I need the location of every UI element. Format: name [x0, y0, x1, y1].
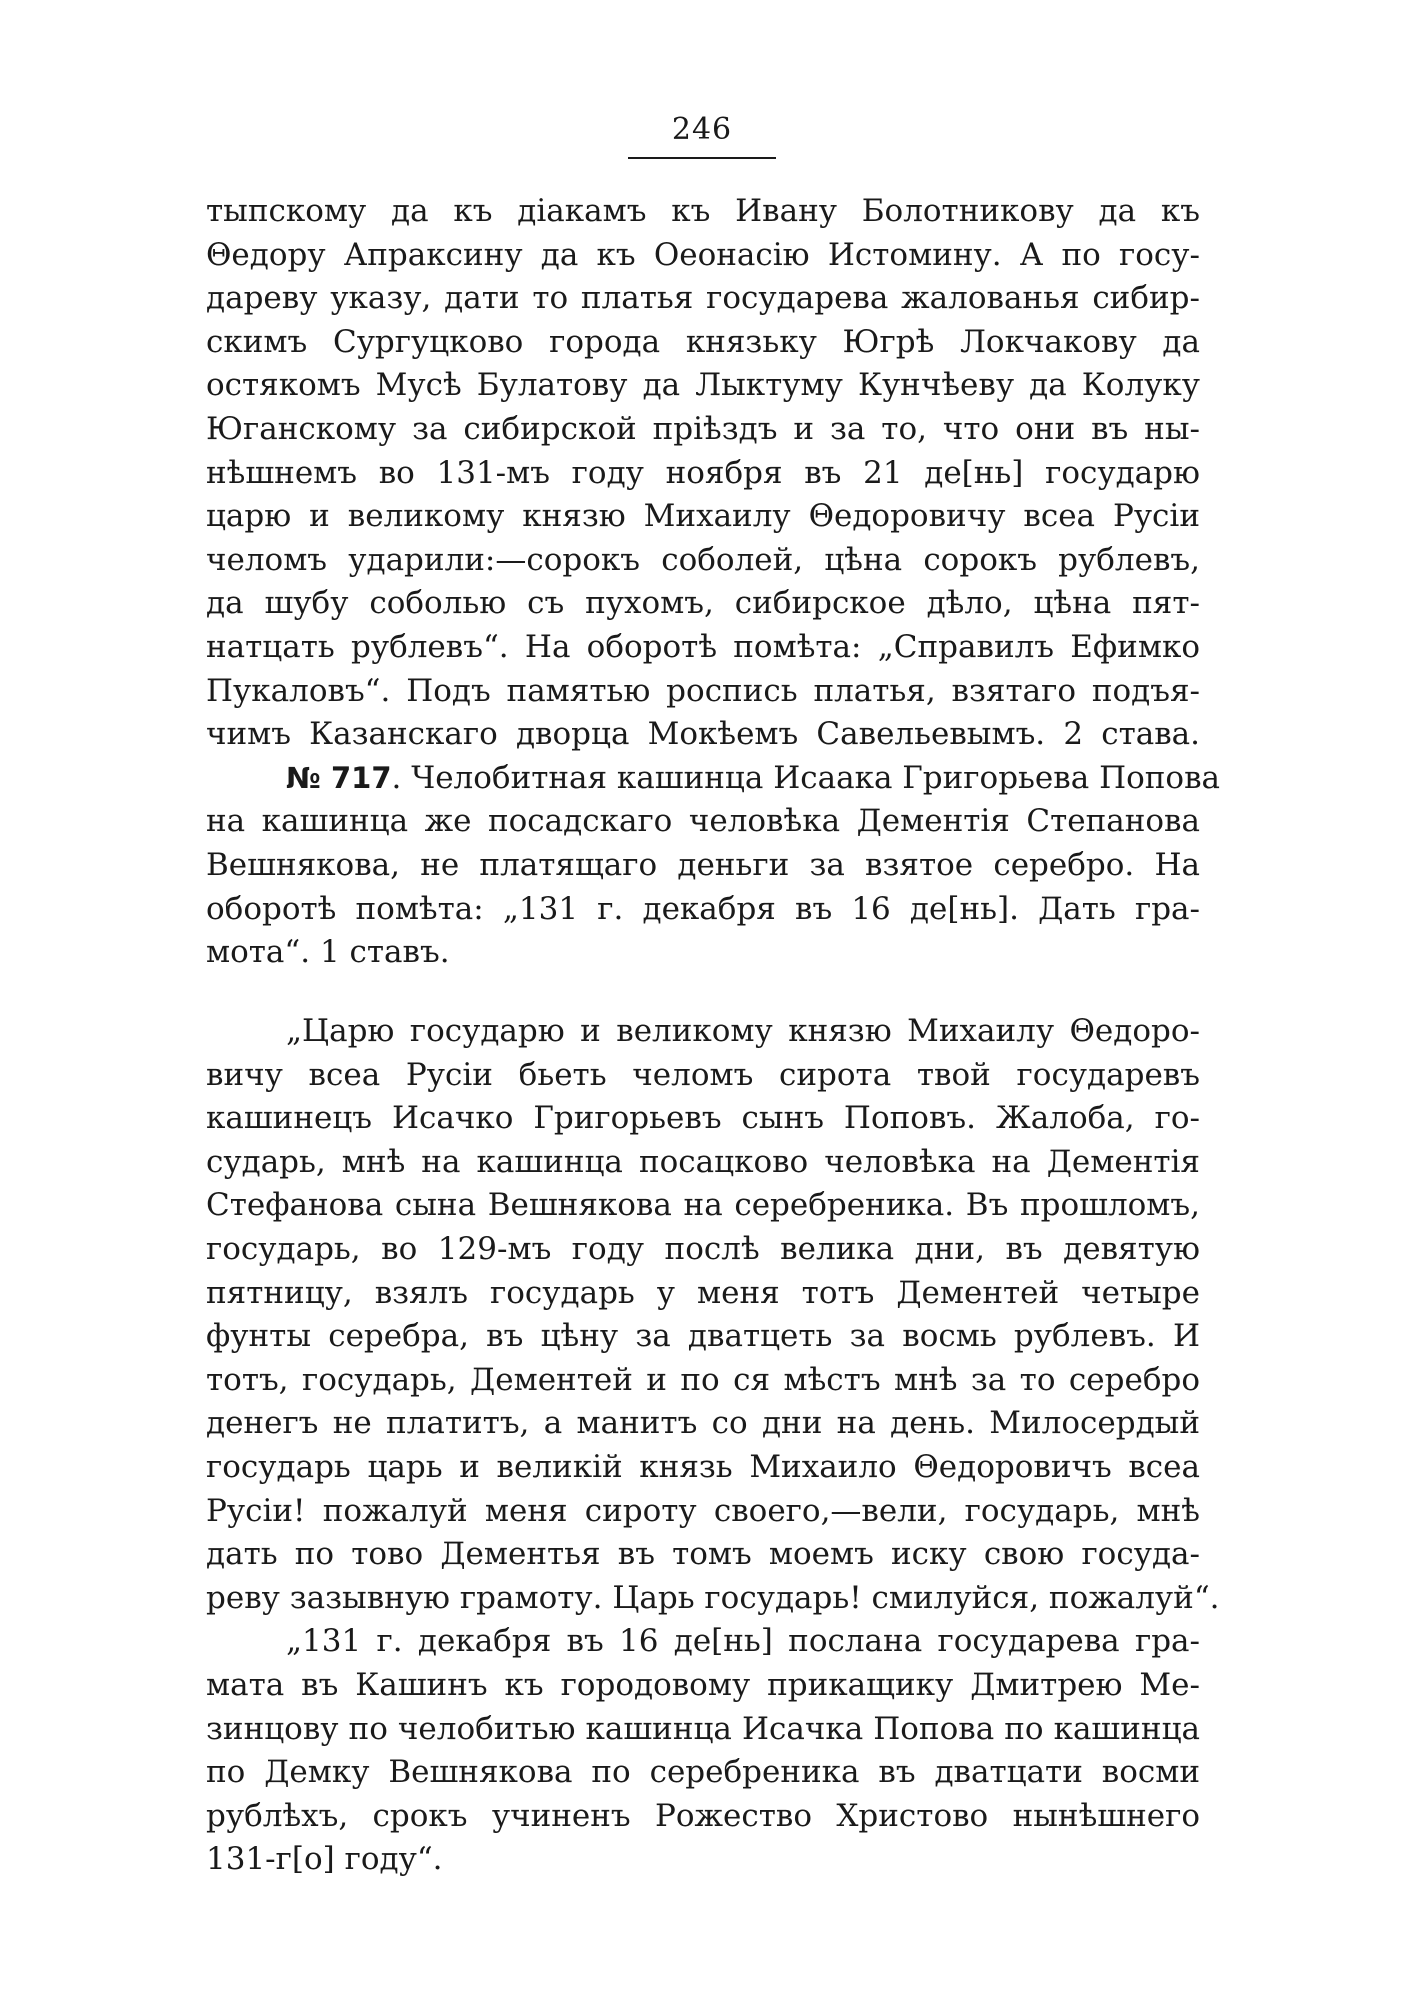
text-line: царю и великому князю Михаилу Θедоровичу всеа Русiи: [206, 498, 1200, 535]
text-line: зинцову по челобитью кашинца Исачка Попова по кашинца: [206, 1710, 1200, 1747]
text-line: Стефанова сына Вешнякова на серебреника. Въ прошломъ,: [206, 1187, 1200, 1224]
page-number: 246: [671, 112, 733, 147]
text-line: реву зазывную грамоту. Царь государь! смилуйся, пожалуй“.: [206, 1579, 1220, 1616]
text-line: натцать рублевъ“. На оборотѣ помѣта: „Справилъ Ефимко: [206, 628, 1200, 665]
text-line: Юганскому за сибирской прiѣздъ и за то, что они въ ны-: [206, 410, 1200, 447]
document-number: № 717: [286, 760, 392, 795]
text-line: 131-г[о] году“.: [206, 1841, 443, 1878]
text-line: сударь, мнѣ на кашинца посацково человѣка на Дементiя: [206, 1143, 1200, 1180]
text-line: пятницу, взялъ государь у меня тотъ Дементей четыре: [206, 1274, 1200, 1311]
text-block-petition: [206, 1010, 1220, 1882]
text-line: Θедору Апраксину да къ Оеонасiю Истомину. А по госу-: [206, 236, 1200, 273]
text-line: Вешнякова, не платящаго деньги за взятое серебро. На: [206, 846, 1200, 883]
text-line: мота“. 1 ставъ.: [206, 934, 450, 971]
text-line: вичу всеа Русiи бьеть челомъ сирота твой государевъ: [206, 1056, 1200, 1093]
text-line: остякомъ Мусѣ Булатову да Лыктуму Кунчѣеву да Колуку: [206, 367, 1200, 404]
text-line: Пукаловъ“. Подъ памятью роспись платья, взятаго подъя-: [206, 672, 1200, 709]
text-line: кашинецъ Исачко Григорьевъ сынъ Поповъ. Жалоба, го-: [206, 1100, 1200, 1137]
text-line: фунты серебра, въ цѣну за дватцеть за восмь рублевъ. И: [206, 1318, 1200, 1355]
text-line: нѣшнемъ во 131-мъ году ноября въ 21 де[нь] государю: [206, 454, 1200, 491]
entry-heading-text: . Челобитная кашинца Исаака Григорьева Попова: [391, 759, 1221, 796]
text-line: мата въ Кашинъ къ городовому прикащику Дмитрею Ме-: [206, 1666, 1200, 1703]
text-line: скимъ Сургуцково города князьку Югрѣ Локчакову да: [206, 323, 1200, 360]
text-line: да шубу соболью съ пухомъ, сибирское дѣло, цѣна пят-: [206, 585, 1200, 622]
text-line: тотъ, государь, Дементей и по ся мѣстъ мнѣ за то серебро: [206, 1361, 1200, 1398]
text-line: челомъ ударили:—сорокъ соболей, цѣна сорокъ рублевъ,: [206, 541, 1200, 578]
text-line: дареву указу, дати то платья государева жалованья сибир-: [206, 280, 1200, 317]
text-line: денегъ не платитъ, а манитъ со дни на день. Милосердый: [206, 1405, 1200, 1442]
text-line: дать по тово Дементья въ томъ моемъ иску свою госуда-: [206, 1536, 1200, 1573]
text-line: на кашинца же посадскаго человѣка Дементiя Степанова: [206, 803, 1200, 840]
text-line: тыпскому да къ дiакамъ къ Ивану Болотникову да къ: [206, 193, 1200, 229]
text-line: Русiи! пожалуй меня сироту своего,—вели, государь, мнѣ: [206, 1492, 1200, 1529]
text-line: рублѣхъ, срокъ учиненъ Рожество Христово нынѣшнего: [206, 1797, 1200, 1834]
entry-heading-line: [206, 757, 1221, 801]
text-line: „Царю государю и великому князю Михаилу Θедоро-: [286, 1013, 1200, 1049]
text-line: „131 г. декабря въ 16 де[нь] послана государева гра-: [286, 1623, 1200, 1660]
text-line: государь царь и великiй князь Михаило Θедоровичъ всеа: [206, 1448, 1200, 1485]
text-line: чимъ Казанскаго дворца Мокѣемъ Савельевымъ. 2 става.: [206, 716, 1200, 753]
text-line: по Демку Вешнякова по серебреника въ дватцати восми: [206, 1754, 1200, 1791]
page-number-rule: [628, 157, 776, 159]
text-line: оборотѣ помѣта: „131 г. декабря въ 16 де[нь]. Дать гра-: [206, 890, 1200, 927]
text-block-continuation: [206, 190, 1221, 975]
text-line: государь, во 129-мъ году послѣ велика дни, въ девятую: [206, 1230, 1200, 1267]
